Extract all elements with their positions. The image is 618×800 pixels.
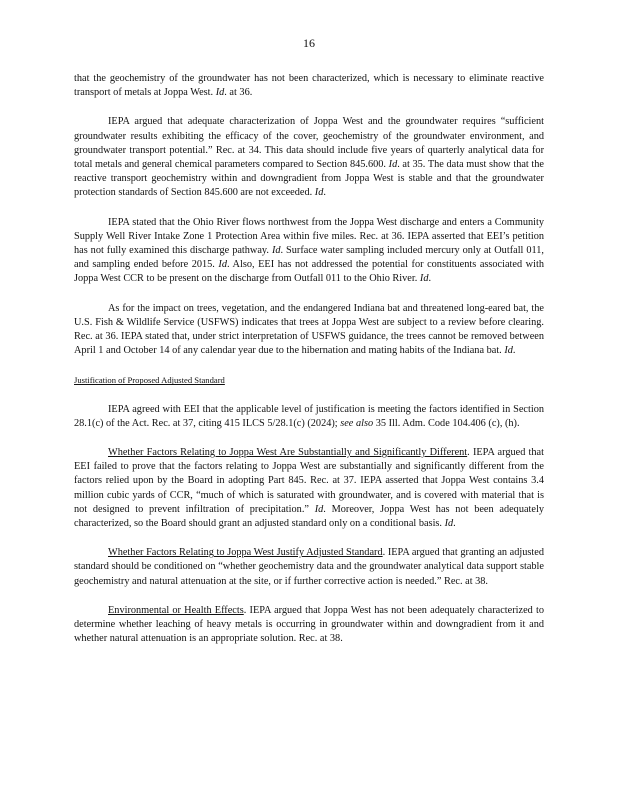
paragraph-text: . Surface water sampling included mercury only at Outfall 011, and sampling ended before 2015. — [74, 245, 544, 271]
subheading-text: Whether Factors Relating to Joppa West Are Substantially and Significantly Different — [108, 447, 468, 459]
citation-text: Id — [419, 273, 429, 285]
subheading-text: Whether Factors Relating to Joppa West Justify Adjusted Standard — [108, 547, 383, 559]
body-paragraph — [74, 115, 544, 200]
body-paragraph — [74, 403, 544, 431]
paragraph-text: . at 35. The data must show that the reactive transport geochemistry within and downgradient from Joppa West is stable and that the groundwater protection standards of Section 845.600 are not exceeded. — [74, 159, 544, 199]
citation-text: see also — [340, 417, 374, 429]
paragraph-text: . — [428, 273, 432, 285]
paragraph-text: IEPA agreed with EEI that the applicable level of justification is meeting the factors identified in Section 28.1(c) of the Act. Rec. at 37, citing 415 ILCS 5/28.1(c) (2024); — [74, 403, 544, 429]
paragraph-text: IEPA argued that adequate characterization of Joppa West and the groundwater requires “sufficient groundwater results exhibiting the efficacy of the cover, geochemistry of the groundwater environment, and groundwater transport potential.” Rec. at 34. This data should include five years of quarterly analytical data for total metals and general chemical parameters compared to Section 845.600. — [74, 116, 544, 171]
paragraph-text: . Also, EEI has not addressed the potential for constituents associated with Joppa West CCR to be present on the discharge from Outfall 011 to the Ohio River. — [74, 259, 544, 285]
paragraph-text: . Moreover, Joppa West has not been adequately characterized, so the Board should grant an adjusted standard only on a conditional basis. — [74, 503, 544, 530]
paragraph-text: that the geochemistry of the groundwater has not been characterized, which is necessary to eliminate reactive transport of metals at Joppa West. — [74, 73, 544, 99]
paragraph-text: . IEPA argued that Joppa West has not been adequately characterized to determine whether leaching of heavy metals is occurring in groundwater within and downgradient from it and whether natural attenuation is an appropriate solution. Rec. at 38. — [74, 604, 544, 645]
subheading-text: Justification of Proposed Adjusted Standard — [74, 375, 225, 386]
body-paragraph — [74, 546, 544, 589]
document-body — [74, 72, 544, 662]
paragraph-text: . — [512, 345, 516, 357]
paragraph-text: As for the impact on trees, vegetation, and the endangered Indiana bat and threatened long-eared bat, the U.S. Fish & Wildlife Service (USFWS) indicates that trees at Joppa West are subject to a review before clearing. Rec. at 36. IEPA stated that, under strict interpretation of USFWS guidance, the trees cannot be removed between April 1 and October 14 of any calendar year due to the hibernation and mating habits of the Indiana bat. — [74, 302, 544, 357]
paragraph-text: 35 Ill. Adm. Code 104.406 (c), (h). — [373, 417, 520, 429]
citation-text: Id — [388, 159, 398, 171]
citation-text: Id — [215, 87, 225, 99]
paragraph-text: . — [323, 187, 326, 199]
body-paragraph — [74, 302, 544, 359]
subheading-text: Environmental or Health Effects — [108, 604, 244, 616]
citation-text: Id — [314, 187, 324, 199]
citation-text: Id — [504, 345, 513, 357]
citation-text: Id — [218, 259, 227, 271]
paragraph-text: . at 36. — [224, 87, 253, 99]
citation-text: Id — [271, 245, 281, 257]
section-heading — [74, 373, 544, 387]
paragraph-text: . IEPA argued that granting an adjusted standard should be conditioned on “whether geochemistry data and the groundwater analytical data support stable geochemistry and natural attenuation at the site, or if further corrective action is needed.” Rec. at 38. — [74, 547, 544, 587]
body-paragraph — [74, 604, 544, 647]
paragraph-text: . — [453, 518, 456, 530]
body-paragraph — [74, 216, 544, 287]
paragraph-text: . IEPA argued that EEI failed to prove that the factors relating to Joppa West are substantially and significantly different from the factors relied upon by the Board in adopting Part 845. Rec. at 37. IEPA asserted that Joppa West contains 3.4 million cubic yards of CCR, “much of which is saturated with groundwater, and is covered with material that is not designed to prevent infiltration of precipitation.” — [74, 447, 544, 515]
body-paragraph — [74, 72, 544, 100]
citation-text: Id — [444, 518, 454, 530]
page-number: 16 — [303, 36, 315, 50]
body-paragraph — [74, 446, 544, 531]
paragraph-text: IEPA stated that the Ohio River flows northwest from the Joppa West discharge and enters a Community Supply Well River Intake Zone 1 Protection Area within five miles. Rec. at 36. IEPA asserted that EEI’s petition has not fully examined this discharge pathway. — [74, 216, 544, 257]
citation-text: Id — [314, 503, 324, 515]
